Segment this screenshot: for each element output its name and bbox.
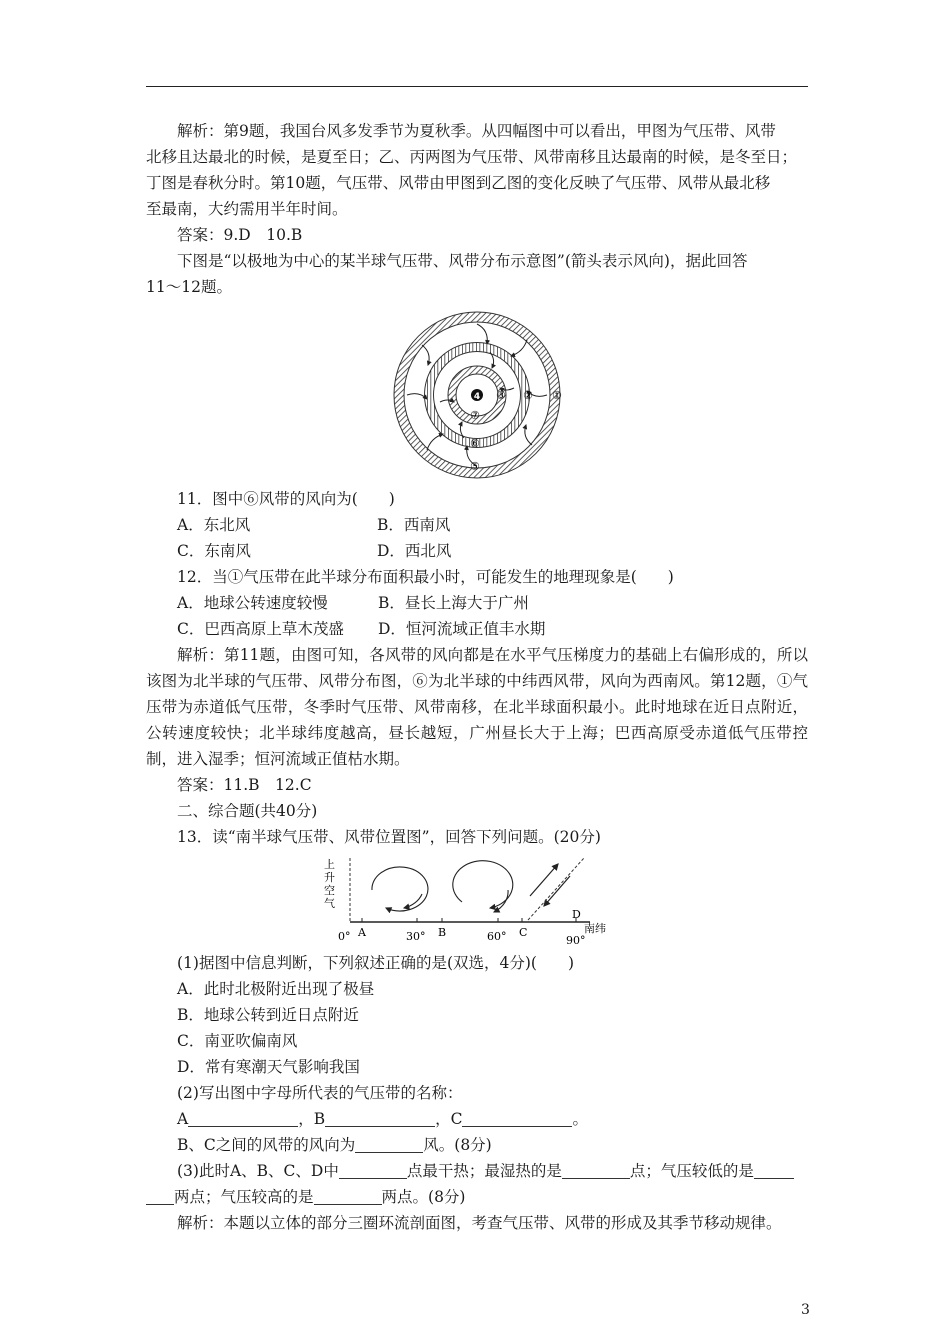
- q11-option-d[interactable]: D．西北风: [377, 542, 452, 560]
- svg-text:上: 上: [324, 858, 335, 871]
- svg-text:30°: 30°: [406, 930, 426, 943]
- intro-11-12-line-2: 11～12题。: [146, 278, 232, 296]
- x-axis-label: 南纬: [584, 922, 606, 935]
- q13-part2-wind: B、C之间的风带的风向为 风。(8分): [177, 1136, 492, 1154]
- page-body: [146, 118, 808, 1236]
- blank-wind[interactable]: [355, 1136, 423, 1153]
- page-number: 3: [801, 1302, 810, 1318]
- q13-option-d[interactable]: D．常有寒潮天气影响我国: [177, 1058, 360, 1076]
- label-6: ⑥: [470, 437, 480, 450]
- svg-text:C: C: [519, 926, 528, 939]
- answer-9-10: 答案：9.D 10.B: [177, 226, 303, 244]
- x-tick-labels: [338, 930, 586, 947]
- analysis-1-line-1: 解析：第9题，我国台风多发季节为夏秋季。从四幅图中可以看出，甲图为气压带、风带: [177, 122, 776, 140]
- q13-part2-blanks: A ，B ，C 。: [177, 1110, 588, 1128]
- svg-text:4: 4: [473, 392, 481, 402]
- q11-option-c[interactable]: C．东南风: [177, 542, 251, 560]
- q12-stem: 12．当①气压带在此半球分布面积最小时，可能发生的地理现象是( ): [177, 568, 674, 586]
- answer-11-12: 答案：11.B 12.C: [177, 776, 312, 794]
- q12-option-a[interactable]: A．地球公转速度较慢: [177, 594, 328, 612]
- svg-text:升: 升: [324, 871, 335, 884]
- q13-part3-line-2: 两点；气压较高的是 两点。(8分): [146, 1184, 808, 1210]
- svg-text:90°: 90°: [566, 934, 586, 947]
- analysis-11-12: 解析：第11题，由图可知，各风带的风向都是在水平气压梯度力的基础上右偏形成的，所以该图为北半球的气压带、风带分布图，⑥为北半球的中纬西风带，风向为西南风。第12题，①气压带为赤道低气压带，冬季时气压带、风带南移，在北半球面积最小。此时地球在近日点附近，公转速度较快；北半球纬度越高，昼长越短，广州昼长大于上海；巴西高原受赤道低气压带控制，进入湿季；恒河流域正值枯水期。: [146, 646, 808, 768]
- blank-low-pressure-a[interactable]: [754, 1162, 794, 1179]
- q12-options-row-2: [146, 616, 808, 642]
- q11-option-b[interactable]: B．西南风: [377, 516, 451, 534]
- polar-arrow-up: [530, 864, 558, 896]
- label-5: ⑤: [470, 460, 480, 473]
- svg-text:B: B: [438, 926, 447, 939]
- svg-text:空: 空: [324, 884, 335, 897]
- q13-option-c[interactable]: C．南亚吹偏南风: [177, 1032, 298, 1050]
- svg-text:0°: 0°: [338, 930, 351, 943]
- svg-text:气: 气: [324, 897, 335, 910]
- q11-stem: 11．图中⑥风带的风向为( ): [177, 490, 395, 508]
- blank-driest[interactable]: [339, 1162, 407, 1179]
- q13-stem: 13．读“南半球气压带、风带位置图”，回答下列问题。(20分): [177, 828, 601, 846]
- label-2: ②: [523, 389, 533, 402]
- q13-option-b[interactable]: B．地球公转到近日点附近: [177, 1006, 359, 1024]
- section-2-heading: 二、综合题(共40分): [177, 802, 318, 820]
- q13-part1-stem: (1)据图中信息判断，下列叙述正确的是(双选，4分)( ): [177, 954, 575, 972]
- header-rule: [146, 86, 808, 87]
- circulation-cell-2: [453, 861, 513, 908]
- q11-options-row-1: [146, 512, 808, 538]
- q13-analysis: 解析：本题以立体的部分三圈环流剖面图，考查气压带、风带的形成及其季节移动规律。: [177, 1214, 782, 1232]
- label-7: ⑦: [470, 409, 480, 422]
- blank-c[interactable]: [462, 1110, 572, 1127]
- blank-a[interactable]: [188, 1110, 298, 1127]
- q11-options-row-2: [146, 538, 808, 564]
- svg-text:D: D: [572, 908, 581, 921]
- label-1: ①: [552, 389, 562, 402]
- analysis-1-line-4: 至最南，大约需用半年时间。: [146, 200, 348, 218]
- q13-part2-stem: (2)写出图中字母所代表的气压带的名称：: [177, 1084, 463, 1102]
- q12-option-b[interactable]: B．昼长上海大于广州: [378, 594, 529, 612]
- circulation-diagram: [322, 854, 632, 950]
- q12-option-c[interactable]: C．巴西高原上草木茂盛: [177, 620, 344, 638]
- q11-option-a[interactable]: A．东北风: [177, 516, 251, 534]
- circulation-cell-1: [372, 867, 428, 911]
- q13-part3-line-1: (3)此时A、B、C、D中 点最干热；最湿热的是 点；气压较低的是: [146, 1158, 808, 1184]
- y-axis-label: [324, 857, 335, 910]
- q12-options-row-1: [146, 590, 808, 616]
- analysis-1-line-2: 北移且达最北的时候，是夏至日；乙、丙两图为气压带、风带南移且达最南的时候，是冬至日；: [146, 148, 798, 166]
- blank-low-pressure-b[interactable]: [146, 1188, 174, 1205]
- analysis-1-line-3: 丁图是春秋分时。第10题，气压带、风带由甲图到乙图的变化反映了气压带、风带从最北移: [146, 174, 771, 192]
- polar-arrow-down: [544, 876, 570, 906]
- label-3: ③: [496, 389, 506, 402]
- svg-text:60°: 60°: [487, 930, 507, 943]
- blank-high-pressure[interactable]: [314, 1188, 382, 1205]
- point-labels: [357, 908, 581, 939]
- blank-wettest[interactable]: [562, 1162, 630, 1179]
- svg-text:A: A: [358, 926, 366, 939]
- q13-option-a[interactable]: A．此时北极附近出现了极昼: [177, 980, 375, 998]
- q12-option-d[interactable]: D．恒河流域正值丰水期: [378, 620, 546, 638]
- polar-belt-diagram: [392, 310, 562, 480]
- intro-11-12-line-1: 下图是“以极地为中心的某半球气压带、风带分布示意图”(箭头表示风向)，据此回答: [177, 252, 748, 270]
- blank-b[interactable]: [325, 1110, 435, 1127]
